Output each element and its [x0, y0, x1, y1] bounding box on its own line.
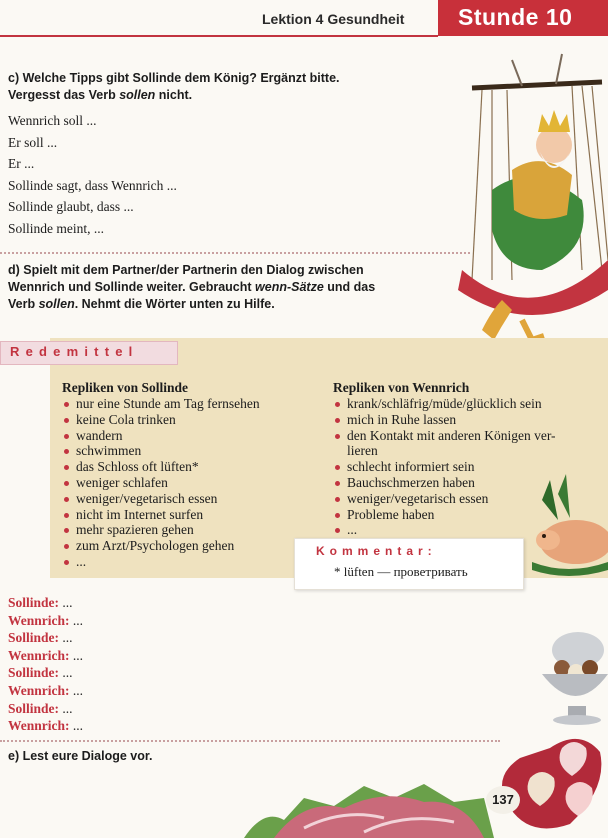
dialog-line: Sollinde: ... [8, 630, 73, 646]
sweets-bowl-illustration [532, 622, 608, 726]
list-item: wandern [62, 428, 322, 444]
sentence-starter: Wennrich soll ... [8, 113, 97, 128]
lesson-title: Lektion 4 Gesundheit [262, 11, 405, 27]
list-item: nicht im Internet surfen [62, 507, 322, 523]
list-item: schlecht informiert sein [333, 459, 595, 475]
list-item: Bauchschmerzen haben [333, 475, 595, 491]
roast-pig-illustration [528, 470, 608, 580]
task-c-sentences [8, 110, 177, 240]
sentence-starter: Sollinde glaubt, dass ... [8, 199, 134, 215]
sollinde-phrases [62, 380, 322, 570]
sentence-starter: Sollinde sagt, dass Wennrich ... [8, 177, 177, 193]
dialog-line: Wennrich: ... [8, 612, 84, 628]
king-hammock-illustration [452, 40, 608, 352]
heart-candies-illustration [490, 728, 608, 838]
list-item: keine Cola trinken [62, 412, 322, 428]
list-item: Probleme haben [333, 507, 595, 523]
wennrich-title: Repliken von Wennrich [333, 380, 470, 395]
task-d-heading: d) Spielt mit dem Partner/der Partnerin den Dialog zwischen Wennrich und Sollinde weiter. Gebraucht wenn-Sätze und das Verb sollen. Nehmt die Wörter unten zu Hilfe. [8, 263, 376, 311]
list-item: krank/schläfrig/müde/glücklich sein [333, 396, 595, 412]
dialog-line: Wennrich: ... [8, 718, 84, 734]
list-item: zum Arzt/Psychologen gehen [62, 538, 322, 554]
kommentar-label: Kommentar: [316, 544, 437, 558]
list-item: das Schloss oft lüften* [62, 459, 322, 475]
dialog-line: Sollinde: ... [8, 595, 73, 610]
list-item: weniger schlafen [62, 475, 322, 491]
sollinde-title: Repliken von Sollinde [62, 380, 189, 395]
sentence-starter: Er ... [8, 156, 35, 172]
header-divider [0, 35, 438, 37]
dialog-line: Wennrich: ... [8, 647, 84, 663]
dialog-lines [8, 594, 83, 735]
list-item: den Kontakt mit anderen Königen ver- lieren [333, 428, 595, 460]
task-e-heading: e) Lest eure Dialoge vor. [8, 749, 153, 763]
list-item: mehr spazieren gehen [62, 522, 322, 538]
dialog-line: Sollinde: ... [8, 700, 73, 716]
list-item: weniger/vegetarisch essen [62, 491, 322, 507]
page-number: 137 [486, 786, 520, 814]
redemittel-label: Redemittel [10, 344, 139, 359]
sentence-starter: Sollinde meint, ... [8, 220, 104, 236]
dialog-line: Sollinde: ... [8, 665, 73, 681]
dotted-divider [0, 252, 470, 254]
task-c-heading: c) Welche Tipps gibt Sollinde dem König? Ergänzt bitte. Vergesst das Verb sollen nicht. [8, 71, 340, 102]
list-item: weniger/vegetarisch essen [333, 491, 595, 507]
sentence-starter: Er soll ... [8, 134, 58, 150]
kommentar-text: * lüften — проветривать [334, 564, 468, 579]
lesson-badge-text: Stunde 10 [458, 4, 573, 30]
list-item: ... [62, 554, 322, 570]
meat-platter-illustration [244, 768, 494, 838]
list-item: ... [333, 522, 595, 538]
list-item: schwimmen [62, 443, 322, 459]
dotted-divider [0, 740, 500, 742]
dialog-line: Wennrich: ... [8, 682, 84, 698]
list-item: nur eine Stunde am Tag fernsehen [62, 396, 322, 412]
list-item: mich in Ruhe lassen [333, 412, 595, 428]
